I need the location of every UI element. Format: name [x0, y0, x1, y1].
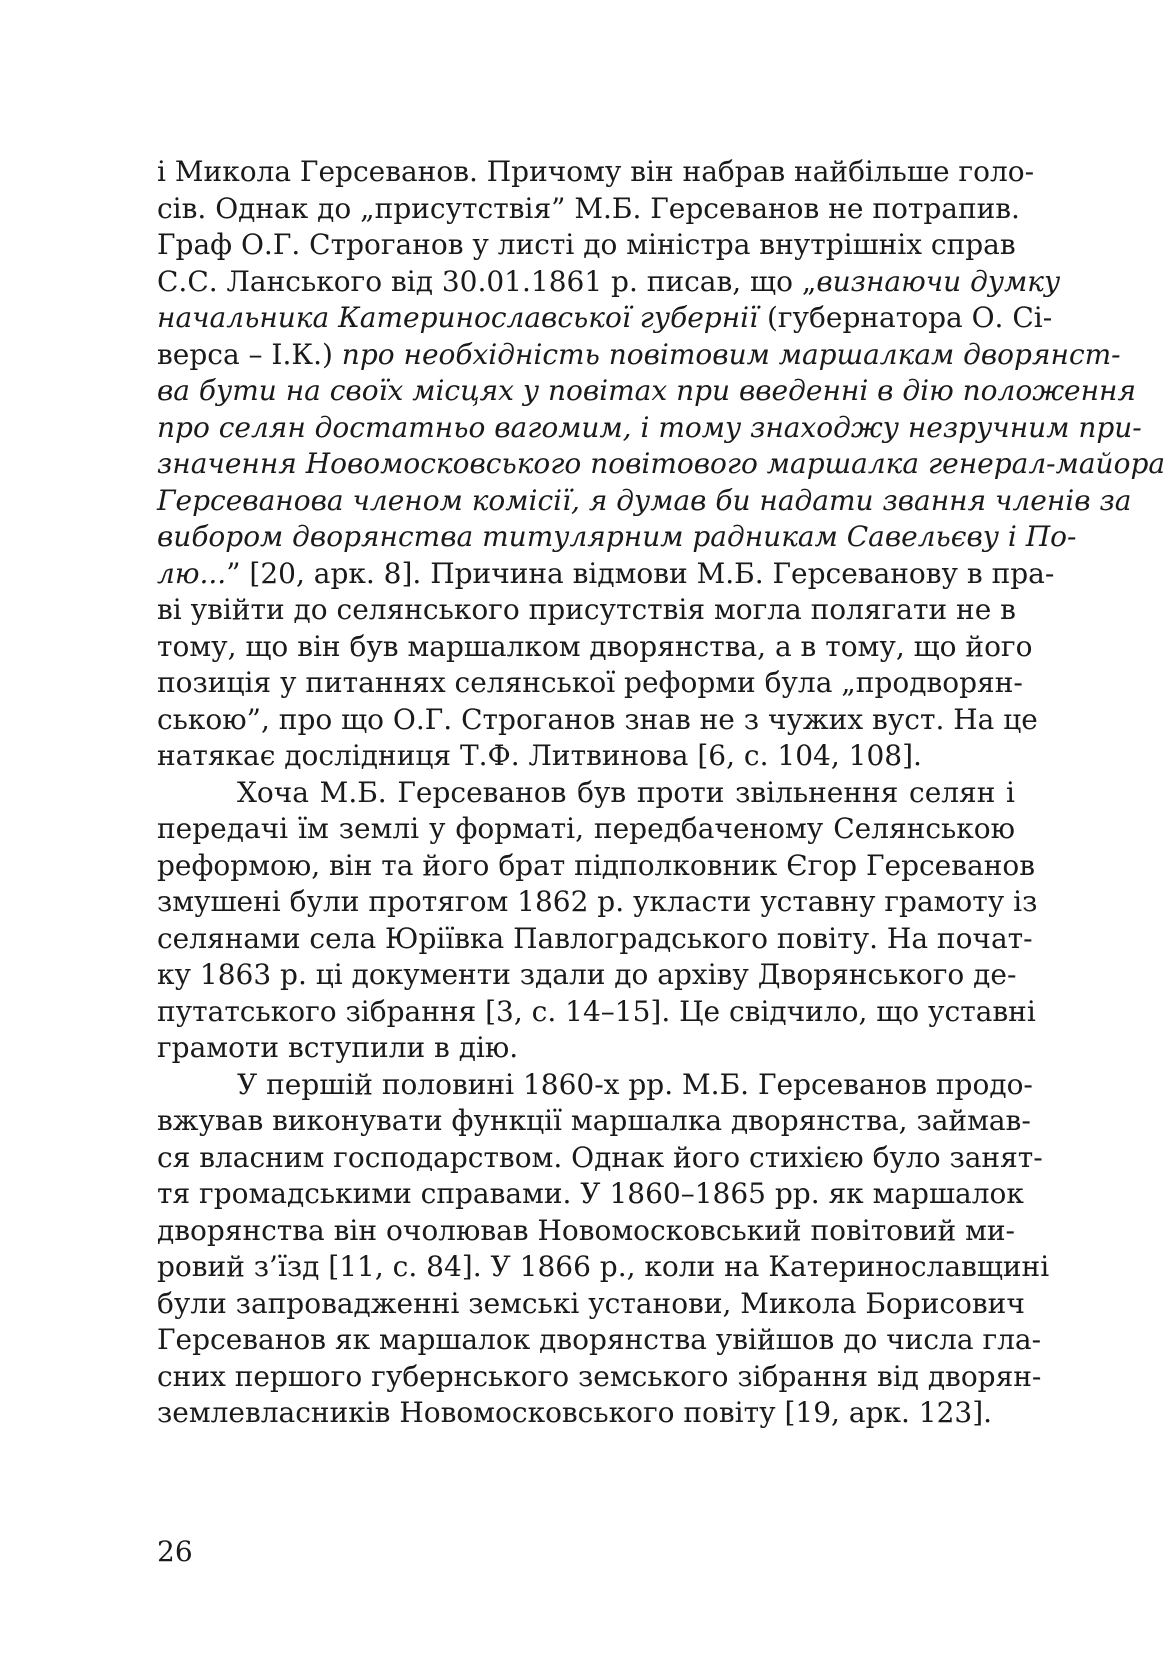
- text-segment: Граф О.Г. Строганов у листі до міністра внутрішніх справ: [157, 228, 1016, 261]
- text-segment: передачі їм землі у форматі, передбаченому Селянською: [157, 812, 1015, 845]
- text-segment: землевласників Новомосковського повіту [19, арк. 123].: [157, 1396, 993, 1429]
- text-segment: змушені були протягом 1862 р. укласти уставну грамоту із: [157, 885, 1038, 918]
- text-line: [157, 994, 1036, 1031]
- text-segment: Хоча М.Б. Герсеванов був проти звільнення селян і: [237, 775, 1015, 809]
- text-line: [157, 957, 1015, 994]
- page-body: [157, 154, 1166, 1432]
- text-segment: дворянства він очолював Новомосковський повітовий ми-: [157, 1213, 1015, 1247]
- italic-quote-segment: лю...: [157, 556, 227, 590]
- text-segment: були запровадженні земські установи, Микола Борисович: [157, 1286, 1025, 1320]
- text-line: [157, 154, 1035, 191]
- text-line: [157, 884, 1038, 921]
- text-segment: (губернатора О. Сі-: [758, 301, 1053, 334]
- text-segment: С.С. Ланського від 30.01.1861 р. писав, що „: [157, 264, 817, 298]
- text-line: [157, 1286, 1025, 1323]
- text-line: [157, 592, 1015, 629]
- text-line: [157, 1395, 1015, 1432]
- page-number: 26: [157, 1535, 193, 1568]
- text-segment: ку 1863 р. ці документи здали до архіву Дворянського де-: [157, 958, 1017, 991]
- text-line: [157, 410, 1142, 447]
- italic-quote-segment: Герсеванова членом комісії, я думав би надати звання членів за: [157, 483, 1132, 517]
- text-segment: сів. Однак до „присутствія” М.Б. Герсеванов не потрапив.: [157, 191, 1020, 225]
- text-line: [157, 738, 1015, 775]
- text-line: [157, 1067, 1033, 1104]
- italic-quote-segment: значення Новомосковського повітового маршалка генерал-майора: [157, 447, 1166, 480]
- text-segment: путатського зібрання [3, с. 14–15]. Це свідчило, що уставні: [157, 994, 1036, 1028]
- text-segment: ською”, про що О.Г. Строганов знав не з чужих вуст. На це: [157, 702, 1038, 736]
- italic-quote-segment: ва бути на своїх місцях у повітах при введенні в дію положення: [157, 374, 1137, 407]
- text-line: [157, 811, 1015, 848]
- text-line: [157, 1140, 1043, 1177]
- text-line: [157, 629, 1033, 666]
- text-line: [157, 1322, 1042, 1359]
- text-segment: ся власним господарством. Однак його стихією було занят-: [157, 1140, 1043, 1174]
- italic-quote-segment: про селян достатньо вагомим, і тому знаходжу незручним при-: [157, 410, 1142, 444]
- text-line: [157, 483, 1132, 520]
- text-line: [157, 556, 1055, 593]
- italic-quote-segment: начальника Катеринославської губернії: [157, 301, 759, 334]
- text-segment: селянами села Юріївка Павлоградського повіту. На почат-: [157, 921, 1033, 955]
- text-segment: У першій половині 1860-х рр. М.Б. Герсеванов продо-: [237, 1067, 1033, 1101]
- text-line: [157, 1176, 1024, 1213]
- italic-quote-segment: про необхідність повітовим маршалкам дворянст-: [341, 337, 1121, 371]
- text-line: [157, 191, 1020, 228]
- text-line: [157, 921, 1033, 958]
- text-segment: ві увійти до селянського присутствія могла полягати не в: [157, 593, 1016, 626]
- text-line: [157, 264, 1061, 301]
- text-line: [157, 446, 1166, 483]
- text-line: [157, 337, 1121, 374]
- text-line: [157, 519, 1077, 556]
- text-segment: ” [20, арк. 8]. Причина відмови М.Б. Герсеванову в пра-: [226, 556, 1055, 590]
- text-line: [157, 775, 1015, 812]
- text-segment: верса – І.К.): [157, 337, 342, 371]
- text-segment: тому, що він був маршалком дворянства, а в тому, що його: [157, 629, 1033, 663]
- text-segment: і Микола Герсеванов. Причому він набрав найбільше голо-: [157, 155, 1035, 188]
- text-segment: грамоти вступили в дію.: [157, 1031, 519, 1064]
- text-line: [157, 702, 1038, 739]
- italic-quote-segment: визнаючи думку: [816, 264, 1061, 298]
- text-segment: тя громадськими справами. У 1860–1865 рр. як маршалок: [157, 1177, 1024, 1210]
- text-line: [157, 1030, 1015, 1067]
- text-segment: реформою, він та його брат підполковник Єгор Герсеванов: [157, 848, 1035, 882]
- text-line: [157, 227, 1015, 264]
- text-segment: позиція у питаннях селянської реформи була „продворян-: [157, 666, 1023, 699]
- text-line: [157, 300, 1053, 337]
- text-segment: вжував виконувати функції маршалка дворянства, займав-: [157, 1104, 1031, 1137]
- text-line: [157, 848, 1035, 885]
- text-line: [157, 1103, 1031, 1140]
- text-segment: ровий з’їзд [11, с. 84]. У 1866 р., коли на Катеринославщині: [157, 1250, 1050, 1283]
- italic-quote-segment: вибором дворянства титулярним радникам Савельєву і По-: [157, 520, 1077, 553]
- text-segment: сних першого губернського земського зібрання від дворян-: [157, 1359, 1042, 1393]
- text-segment: Герсеванов як маршалок дворянства увійшов до числа гла-: [157, 1323, 1042, 1356]
- text-line: [157, 1249, 1050, 1286]
- text-line: [157, 665, 1023, 702]
- text-segment: натякає дослідниця Т.Ф. Литвинова [6, с. 104, 108].: [157, 739, 922, 772]
- text-line: [157, 1359, 1042, 1396]
- text-line: [157, 373, 1137, 410]
- text-line: [157, 1213, 1015, 1250]
